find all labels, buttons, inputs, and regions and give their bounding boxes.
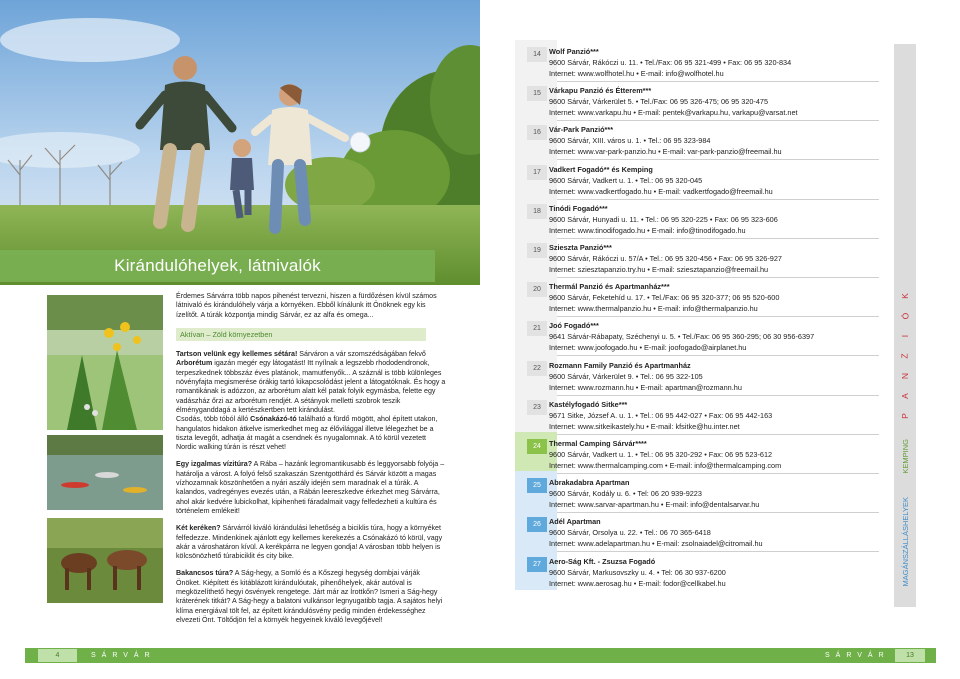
entry-address: 9600 Sárvár, Vadkert u. 1. • Tel.: 06 95 320-045: [549, 175, 703, 185]
family-photo: [0, 0, 480, 285]
p1-text-c: Csodás, több tóból álló: [176, 415, 251, 424]
entry-title: Vár-Park Panzió***: [549, 125, 614, 134]
entry-address: 9600 Sárvár, XIII. város u. 1. • Tel.: 06 95 323-984: [549, 135, 711, 145]
green-subhead: Aktívan – Zöld környezetben: [176, 328, 426, 341]
maganszallashelyek-tab: [894, 476, 916, 607]
entry-divider: [549, 473, 879, 474]
entry-divider: [549, 355, 879, 356]
entry-address: 9600 Sárvár, Hunyadi u. 11. • Tel.: 06 95 320-225 • Fax: 06 95 323-606: [549, 214, 778, 224]
entry-number: 24: [527, 439, 547, 454]
entry-address: 9600 Sárvár, Vadkert u. 1. • Tel.: 06 95 320-292 • Fax: 06 95 523-612: [549, 449, 773, 459]
entry-contact: Internet: www.varkapu.hu • E-mail: pentek@varkapu.hu, varkapu@varsat.net: [549, 107, 798, 117]
entry-contact: Internet: sziesztapanzio.try.hu • E-mail: sziesztapanzio@freemail.hu: [549, 264, 769, 274]
p2-bold: Egy izgalmas vízitúra?: [176, 460, 253, 469]
photo-horses: [47, 518, 163, 603]
entry-title: Aero-Ság Kft. - Zsuzsa Fogadó: [549, 557, 656, 566]
entry-number: 20: [527, 282, 547, 297]
entry-number: 19: [527, 243, 547, 258]
panziok-letter: I: [900, 334, 910, 338]
entry-address: 9600 Sárvár, Orsolya u. 22. • Tel.: 06 70 365-6418: [549, 527, 711, 537]
entry-divider: [549, 277, 879, 278]
entry-number: 23: [527, 400, 547, 415]
entry-address: 9600 Sárvár, Feketehíd u. 17. • Tel./Fax: 06 95 320-377; 06 95 520-600: [549, 292, 780, 302]
list-item: [515, 122, 879, 156]
kemping-label: KEMPING: [900, 438, 910, 474]
right-footer-brand: SÁRVÁR: [825, 652, 890, 659]
section-title: Kirándulóhelyek, látnivalók: [114, 256, 321, 275]
bike-paragraph: [176, 524, 446, 561]
panziok-letter: Z: [899, 353, 910, 359]
list-item: [515, 318, 879, 352]
entry-contact: Internet: www.rozmann.hu • E-mail: apartman@rozmann.hu: [549, 382, 742, 392]
list-item: [515, 201, 879, 235]
entry-title: Wolf Panzió***: [549, 47, 599, 56]
right-page: [480, 0, 960, 679]
list-item: [515, 44, 879, 78]
left-page-number: 4: [38, 649, 77, 662]
entry-divider: [549, 551, 879, 552]
entry-body: [549, 204, 879, 236]
left-footer-brand: SÁRVÁR: [91, 652, 156, 659]
entry-title: Vadkert Fogadó** és Kemping: [549, 165, 653, 174]
entry-title: Joó Fogadó***: [549, 321, 599, 330]
water-tour-paragraph: [176, 460, 446, 516]
entry-title: Szieszta Panzió***: [549, 243, 612, 252]
entry-address: 9600 Sárvár, Rákóczi u. 57/A • Tel.: 06 95 320-456 • Fax: 06 95 326-927: [549, 253, 782, 263]
entry-divider: [549, 238, 879, 239]
entry-body: [549, 517, 879, 549]
entry-body: [549, 243, 879, 275]
entry-divider: [549, 395, 879, 396]
entry-body: [549, 321, 879, 353]
p1-text-b: igazán megér egy látogatást! Itt nyílnak a legszebb rhododendronok, terpeszkednek többszáz éves platánok, mamutfenyők... A száznál is több különleges növényfajta megismerése órákig tartó kikapcsolódást jelent a látogatóknak. És hogy a romantikának is adózzon, az arborétum alatt kél patak folyik egymásba, felette egy vadászház őrzi az arborétum rendjét. A sétányok melletti szobrok teszik élményganddagá a kertészkertben tett kirándulást.: [176, 359, 446, 414]
entry-contact: Internet: www.wolfhotel.hu • E-mail: info@wolfhotel.hu: [549, 68, 724, 78]
entry-contact: Internet: www.sitkeikastely.hu • E-mail: kfsitke@hu.inter.net: [549, 421, 740, 431]
right-footer-bar: [480, 648, 936, 663]
list-item: [515, 475, 879, 509]
arboretum-paragraph: [176, 350, 446, 452]
entry-contact: Internet: www.thermalcamping.com • E-mail: info@thermalcamping.com: [549, 460, 782, 470]
entry-divider: [549, 434, 879, 435]
entry-address: 9600 Sárvár, Markusovszky u. 4. • Tel: 06 30 937-6200: [549, 567, 726, 577]
right-page-number: 13: [895, 649, 925, 662]
p1-bold: Tartson velünk egy kellemes sétára!: [176, 350, 298, 359]
entry-title: Thermál Panzió és Apartmanház***: [549, 282, 670, 291]
entry-title: Abrakadabra Apartman: [549, 478, 630, 487]
entry-address: 9600 Sárvár, Kodály u. 6. • Tel: 06 20 939-9223: [549, 488, 702, 498]
p4-bold: Bakancsos túra?: [176, 569, 234, 578]
panziok-letter: P: [899, 413, 910, 419]
entry-title: Thermal Camping Sárvár****: [549, 439, 647, 448]
entry-body: [549, 86, 879, 118]
p2-text: A Rába – hazánk legromantikusabb és leggyorsabb folyója – határolja a várost. A folyó felső szakaszán Szentgotthárd és Sárvár között a magas vízhozamnak köszönhetően a nyári aszály idején sem maradnak el a túrák. A kalandos, vadregényes evezés után, a Rábán leereszkedve érkezhet meg Sárvárra, ahol akár kedvére lubickolhat, kipihenheti fáradalmait vagy felfedezheti a kultúra és történelem emlékeit!: [176, 460, 445, 515]
intro-paragraph: Érdemes Sárvárra több napos pihenést tervezni, hiszen a fürdőzésen kívül számos látnivaló és kirándulóhely várja a környéken. Ebből kínálunk itt Önöknek egy kis ízelítőt. A túrák központja mindig Sárvár, ez az alfa és omega...: [176, 292, 437, 319]
entry-body: [549, 361, 879, 393]
panziok-letter: Ó: [900, 312, 910, 320]
entry-body: [549, 400, 879, 432]
entry-contact: Internet: www.sarvar-apartman.hu • E-mail: info@dentalsarvar.hu: [549, 499, 760, 509]
entry-body: [549, 557, 879, 589]
entry-title: Adél Apartman: [549, 517, 601, 526]
panziok-letter: K: [899, 293, 910, 299]
entry-title: Rozmann Family Panzió és Apartmanház: [549, 361, 691, 370]
entry-title: Várkapu Panzió és Étterem***: [549, 86, 652, 95]
left-article: [176, 292, 446, 633]
entry-number: 26: [527, 517, 547, 532]
entry-contact: Internet: www.aerosag.hu • E-mail: fodor@cellkabel.hu: [549, 578, 726, 588]
photo-canoe-river: [47, 435, 163, 510]
entry-title: Tinódi Fogadó***: [549, 204, 608, 213]
entry-divider: [549, 512, 879, 513]
entry-body: [549, 165, 879, 197]
p1-text-a: Sárváron a vár szomszédságában fekvő: [297, 350, 426, 359]
panziok-letter: N: [899, 372, 910, 380]
entry-number: 15: [527, 86, 547, 101]
p4-text: A Ság-hegy, a Somló és a Kőszegi hegység dombjai várják Önöket. Kiépített és kitáblázott kirándulóutak, pihenőhelyek, akár autóval is megközelíthető hegyi ösvények rengetege. Járt már az Írottkőn? Ismeri a Ság-hegy kráterének titkát? A Ság-hegy a balatoni vulkánsor legnyugatibb tagja. A sajátos helyi klíma energiával tölt fel, az épített kirándulósvény pedig minden érdekességhez elvezeti Önt. Töltődjön fel a környék hegyeinek kiváló levegőjével!: [176, 569, 443, 624]
list-item: [515, 514, 879, 548]
entry-contact: Internet: www.vadkertfogado.hu • E-mail: vadkertfogado@freemail.hu: [549, 186, 773, 196]
entry-title: Kastélyfogadó Sitke***: [549, 400, 628, 409]
entry-address: 9641 Sárvár-Rábapaty, Széchenyi u. 5. • Tel./Fax: 06 95 360-295; 06 30 956-6397: [549, 331, 815, 341]
entry-body: [549, 439, 879, 471]
left-footer-bar: [25, 648, 480, 663]
entry-number: 27: [527, 557, 547, 572]
entry-address: 9600 Sárvár, Várkerület 9. • Tel.: 06 95 322-105: [549, 371, 703, 381]
maganszallashelyek-label: MAGÁNSZÁLLÁSHELYEK: [900, 496, 910, 587]
entry-address: 9671 Sitke, József A. u. 1. • Tel.: 06 95 442-027 • Fax: 06 95 442-163: [549, 410, 773, 420]
list-item: [515, 397, 879, 431]
p3-bold: Két keréken?: [176, 524, 221, 533]
entry-number: 18: [527, 204, 547, 219]
entry-body: [549, 47, 879, 79]
entry-divider: [549, 199, 879, 200]
list-item: [515, 240, 879, 274]
p3-text: Sárvárról kiváló kirándulási lehetőség a biciklis túra, hogy a környéket felfedezze. Mindenkinek ajánlott egy kellemes kerekezés a Csónakázó tó körül, vagy akár a városhatáron kívül. A kerékpárra ne legyen gondja! A városban több helyen is kölcsönözhető túrabiciklit és city bike.: [176, 524, 443, 561]
p1-bold-arboretum: Arborétum: [176, 359, 213, 368]
entry-contact: Internet: www.joofogado.hu • E-mail: joofogado@airplanet.hu: [549, 342, 747, 352]
entry-contact: Internet: www.adelapartman.hu • E-mail: zsolnaiadel@citromail.hu: [549, 538, 763, 548]
entry-number: 25: [527, 478, 547, 493]
entry-address: 9600 Sárvár, Rákóczi u. 11. • Tel./Fax: 06 95 321-499 • Fax: 06 95 320-834: [549, 57, 792, 67]
p1-bold-lake: Csónakázó-tó: [250, 415, 297, 424]
entry-body: [549, 282, 879, 314]
list-item: [515, 83, 879, 117]
entry-body: [549, 478, 879, 510]
entry-contact: Internet: www.tinodifogado.hu • E-mail: info@tinodifogado.hu: [549, 225, 746, 235]
entry-divider: [549, 120, 879, 121]
entry-divider: [549, 159, 879, 160]
entry-number: 21: [527, 321, 547, 336]
hiking-paragraph: [176, 569, 446, 625]
entry-number: 17: [527, 165, 547, 180]
photo-flowers-lake: [47, 295, 163, 430]
panziok-letter: A: [899, 393, 910, 399]
accommodation-list: [515, 44, 879, 607]
list-item: [515, 436, 879, 470]
entry-contact: Internet: www.var-park-panzio.hu • E-mail: var-park-panzio@freemail.hu: [549, 146, 782, 156]
list-item: [515, 358, 879, 392]
entry-body: [549, 125, 879, 157]
entry-address: 9600 Sárvár, Várkerület 5. • Tel./Fax: 06 95 326-475; 06 95 320-475: [549, 96, 769, 106]
list-item: [515, 554, 879, 588]
entry-divider: [549, 81, 879, 82]
entry-contact: Internet: www.thermalpanzio.hu • E-mail: info@thermalpanzio.hu: [549, 303, 758, 313]
entry-divider: [549, 316, 879, 317]
section-title-bar: [0, 250, 435, 282]
entry-number: 22: [527, 361, 547, 376]
kemping-tab: [894, 436, 916, 476]
list-item: [515, 162, 879, 196]
entry-number: 14: [527, 47, 547, 62]
panziok-tab: [894, 44, 916, 436]
list-item: [515, 279, 879, 313]
p1-text-d: található a fürdő mögött, ahol épített utakon, hangulatos hidakon átkelve ismerkedhet meg az élővilággal illetve lélegezhet be a tiszta levegőt, adhatja át magát a csendnek és nyugalomnak. A tó körül vezetett Nordic walking túrán is részt vehet!: [176, 415, 438, 452]
entry-number: 16: [527, 125, 547, 140]
